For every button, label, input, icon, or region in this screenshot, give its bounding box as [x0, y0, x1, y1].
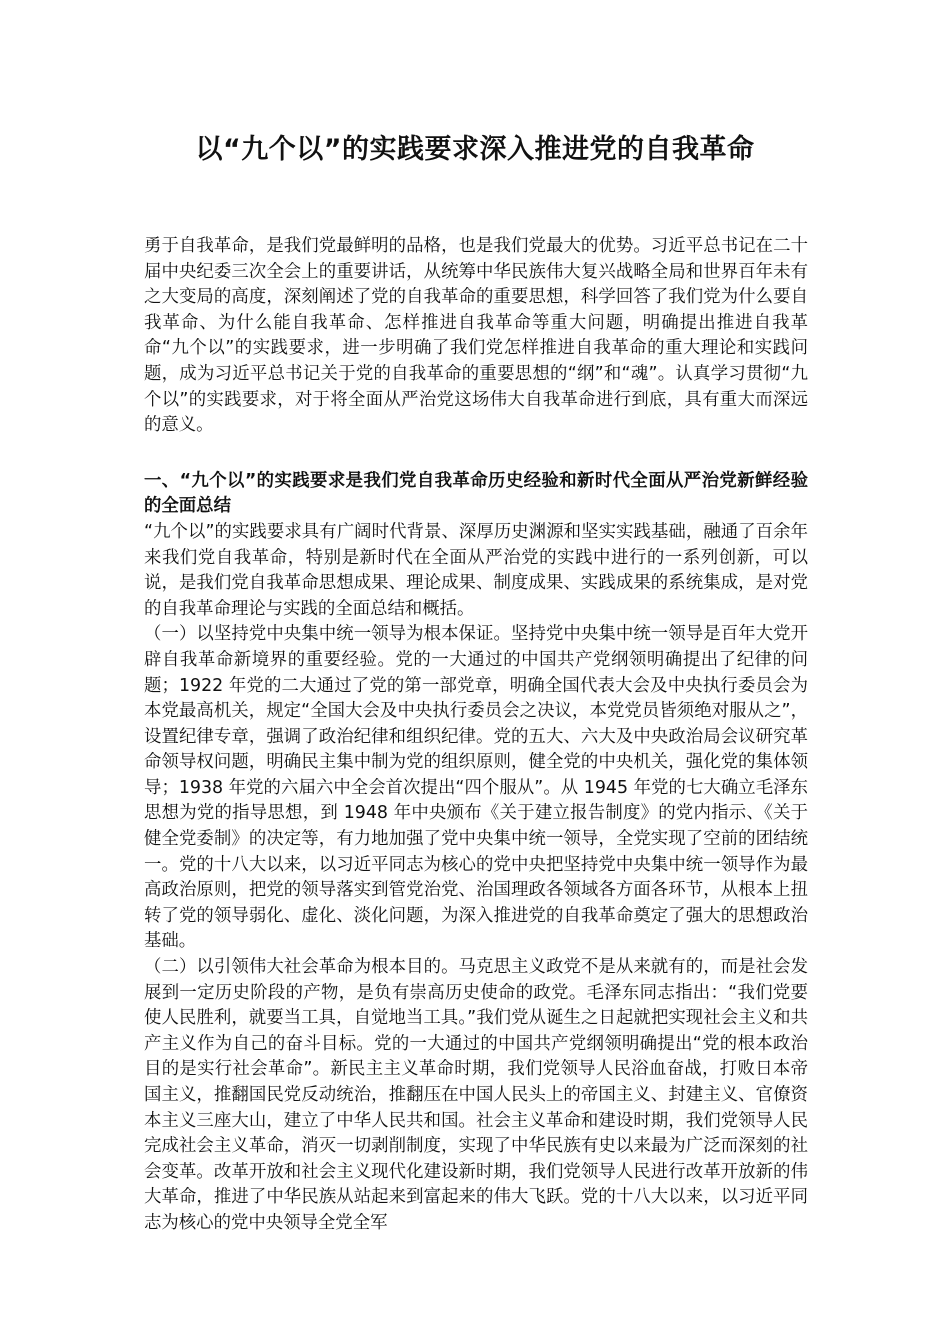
- intro-paragraph: 勇于自我革命，是我们党最鲜明的品格，也是我们党最大的优势。习近平总书记在二十届中央纪委三次全会上的重要讲话，从统筹中华民族伟大复兴战略全局和世界百年未有之大变局的高度，深刻阐述了党的自我革命的重要思想，科学回答了我们党为什么要自我革命、为什么能自我革命、怎样推进自我革命等重大问题，明确提出推进自我革命“九个以”的实践要求，进一步明确了我们党怎样推进自我革命的重大理论和实践问题，成为习近平总书记关于党的自我革命的重要思想的“纲”和“魂”。认真学习贯彻“九个以”的实践要求，对于将全面从严治党这场伟大自我革命进行到底，具有重大而深远的意义。: [144, 236, 808, 436]
- section-1-paragraph-1: “九个以”的实践要求具有广阔时代背景、深厚历史渊源和坚实实践基础，融通了百余年来我们党自我革命，特别是新时代在全面从严治党的实践中进行的一系列创新，可以说，是我们党自我革命思想成果、理论成果、制度成果、实践成果的系统集成，是对党的自我革命理论与实践的全面总结和概括。: [144, 521, 808, 619]
- section-1-paragraph-3: （二）以引领伟大社会革命为根本目的。马克思主义政党不是从来就有的，而是社会发展到一定历史阶段的产物，是负有崇高历史使命的政党。毛泽东同志指出：“我们党要使人民胜利，就要当工具，自觉地当工具。”我们党从诞生之日起就把实现社会主义和共产主义作为自己的奋斗目标。党的一大通过的中国共产党纲领明确提出“党的根本政治目的是实行社会革命”。新民主主义革命时期，我们党领导人民浴血奋战，打败日本帝国主义，推翻国民党反动统治，推翻压在中国人民头上的帝国主义、封建主义、官僚资本主义三座大山，建立了中华人民共和国。社会主义革命和建设时期，我们党领导人民完成社会主义革命，消灭一切剥削制度，实现了中华民族有史以来最为广泛而深刻的社会变革。改革开放和社会主义现代化建设新时期，我们党领导人民进行改革开放新的伟大革命，推进了中华民族从站起来到富起来的伟大飞跃。党的十八大以来，以习近平同志为核心的党中央领导全党全军: [144, 957, 808, 1233]
- section-1-paragraph-2: （一）以坚持党中央集中统一领导为根本保证。坚持党中央集中统一领导是百年大党开辟自我革命新境界的重要经验。党的一大通过的中国共产党纲领明确提出了纪律的问题；1922 年党的二大通过了党的第一部党章，明确全国代表大会及中央执行委员会为本党最高机关，规定“全国大会及中央执行委员会之决议，本党党员皆须绝对服从之”，设置纪律专章，强调了政治纪律和组织纪律。党的五大、六大及中央政治局会议研究革命领导权问题，明确民主集中制为党的组织原则，健全党的中央机关，强化党的集体领导；1938 年党的六届六中全会首次提出“四个服从”。从 1945 年党的七大确立毛泽东思想为党的指导思想，到 1948 年中央颁布《关于建立报告制度》的党内指示、《关于健全党委制》的决定等，有力地加强了党中央集中统一领导，全党实现了空前的团结统一。党的十八大以来，以习近平同志为核心的党中央把坚持党中央集中统一领导作为最高政治原则，把党的领导落实到管党治党、治国理政各领域各方面各环节，从根本上扭转了党的领导弱化、虚化、淡化问题，为深入推进党的自我革命奠定了强大的思想政治基础。: [144, 624, 808, 952]
- document-title: 以“九个以”的实践要求深入推进党的自我革命: [195, 134, 755, 165]
- section-1-heading: 一、“九个以”的实践要求是我们党自我革命历史经验和新时代全面从严治党新鲜经验的全面总结: [144, 470, 808, 517]
- document-body: [144, 234, 808, 1237]
